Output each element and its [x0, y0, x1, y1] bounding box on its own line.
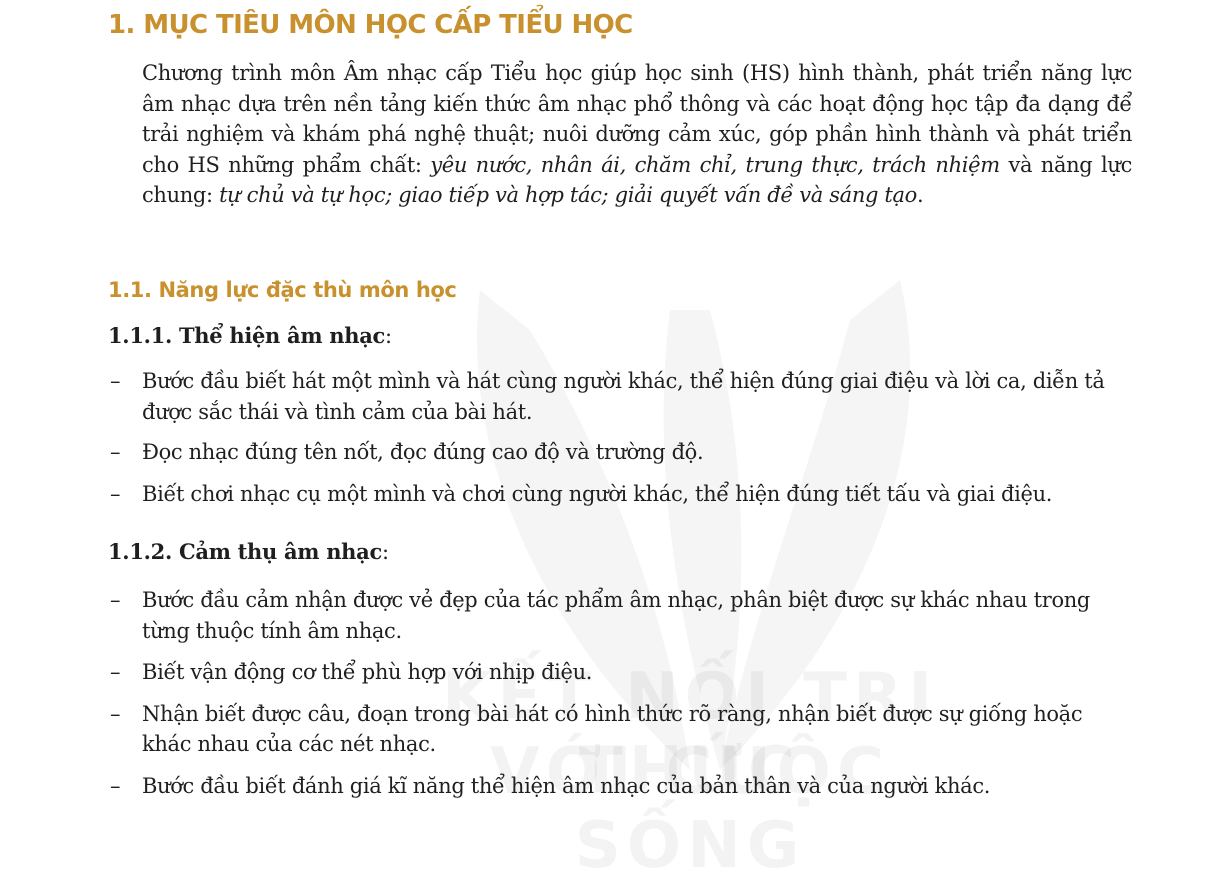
bullet-dash: – [110, 701, 121, 726]
list-item [108, 699, 1133, 760]
section-title-text: 1.1.1. Thể hiện âm nhạc [108, 323, 386, 348]
list-item-text: Nhận biết được câu, đoạn trong bài hát có hình thức rõ ràng, nhận biết được sự giống hoặc khác nhau của các nét nhạc. [142, 701, 1083, 756]
section-title-colon: : [385, 324, 392, 348]
list-item-text: Biết chơi nhạc cụ một mình và chơi cùng người khác, thể hiện đúng tiết tấu và giai điệu. [142, 481, 1053, 506]
intro-text-part1: Chương trình môn Âm nhạc cấp Tiểu học giúp học sinh (HS) hình thành, phát triển năng lực âm nhạc dựa trên nền tảng kiến thức âm nhạc phổ thông và các hoạt động học tập đa dạng để trải nghiệm và khám phá nghệ thuật; nuôi dưỡng cảm xúc, góp phần hình thành và phát triển cho HS những phẩm chất: [142, 61, 1132, 177]
performance-list [108, 366, 1133, 509]
intro-competencies: tự chủ và tự học; giao tiếp và hợp tác; giải quyết vấn đề và sáng tạo [219, 183, 917, 207]
intro-paragraph [142, 58, 1132, 211]
list-item-text: Bước đầu cảm nhận được vẻ đẹp của tác phẩm âm nhạc, phân biệt được sự khác nhau trong từng thuộc tính âm nhạc. [142, 588, 1091, 643]
subheading: 1.1. Năng lực đặc thù môn học [108, 278, 457, 302]
bullet-dash: – [110, 481, 121, 506]
section-title-performance [108, 323, 392, 348]
intro-text-part2: và năng lực chung: [142, 152, 1133, 207]
list-item [108, 437, 1133, 468]
bullet-dash: – [110, 440, 121, 464]
list-item [108, 657, 1133, 688]
list-item-text: Bước đầu biết hát một mình và hát cùng người khác, thể hiện đúng giai điệu và lời ca, diễn tả được sắc thái và tình cảm của bài hát. [142, 369, 1105, 424]
list-item-text: Bước đầu biết đánh giá kĩ năng thể hiện âm nhạc của bản thân và của người khác. [142, 773, 991, 798]
bullet-dash: – [110, 660, 121, 684]
main-heading: 1. MỤC TIÊU MÔN HỌC CẤP TIỂU HỌC [108, 10, 633, 40]
intro-text-part3: . [916, 183, 924, 207]
perception-list [108, 585, 1133, 801]
list-item [108, 366, 1133, 427]
list-item [108, 771, 1133, 802]
section-title-perception [108, 539, 389, 564]
bullet-dash: – [110, 588, 121, 612]
list-item-text: Biết vận động cơ thể phù hợp với nhịp điệu. [142, 660, 593, 684]
section-title-colon: : [381, 540, 389, 564]
section-title-text: 1.1.2. Cảm thụ âm nhạc [108, 539, 382, 564]
list-item-text: Đọc nhạc đúng tên nốt, đọc đúng cao độ và trường độ. [142, 440, 704, 464]
intro-qualities: yêu nước, nhân ái, chăm chỉ, trung thực, trách nhiệm [430, 152, 1000, 177]
bullet-dash: – [110, 773, 121, 798]
list-item [108, 585, 1133, 646]
bullet-dash: – [110, 369, 121, 393]
list-item [108, 479, 1133, 510]
